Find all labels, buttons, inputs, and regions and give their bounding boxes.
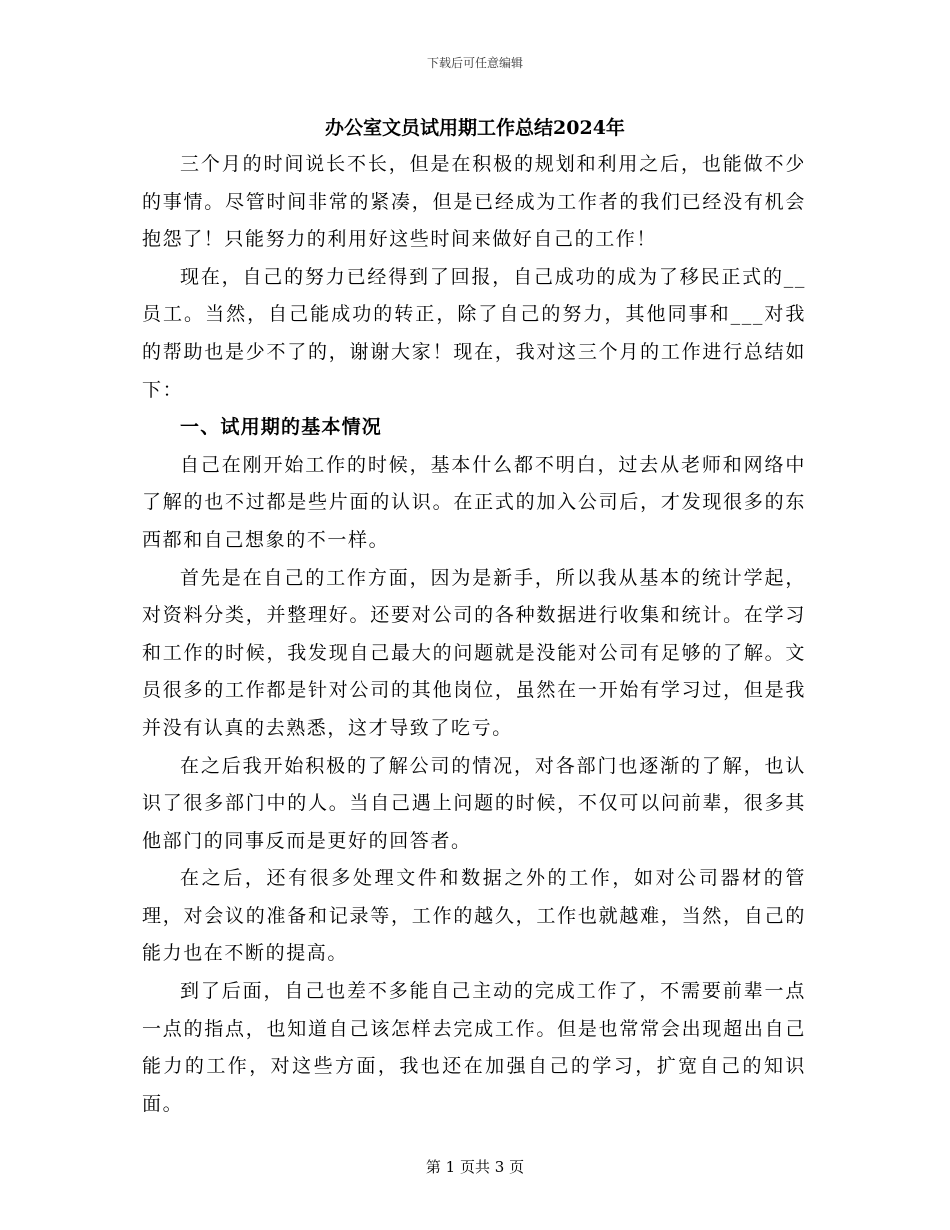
document-title: 办公室文员试用期工作总结2024年 [325,117,625,139]
header-note: 下载后可任意编辑 [426,56,523,70]
paragraph-start: 自己在刚开始工作的时候，基本什么都不明白，过去从老师和网络中了解的也不过都是些片面的认识。在正式的加入公司后，才发现很多的东西都和自己想象的不一样。 [142,453,806,551]
paragraph-intro: 三个月的时间说长不长，但是在积极的规划和利用之后，也能做不少的事情。尽管时间非常的紧凑，但是已经成为工作者的我们已经没有机会抱怨了！只能努力的利用好这些时间来做好自己的工作！ [142,153,806,251]
paragraph-first: 首先是在自己的工作方面，因为是新手，所以我从基本的统计学起，对资料分类，并整理好。还要对公司的各种数据进行收集和统计。在学习和工作的时候，我发现自己最大的问题就是没能对公司有足够的了解。文员很多的工作都是针对公司的其他岗位，虽然在一开始有学习过，但是我并没有认真的去熟悉，这才导致了吃亏。 [142,566,806,739]
paragraph-thanks: 现在，自己的努力已经得到了回报，自己成功的成为了移民正式的__员工。当然，自己能成功的转正，除了自己的努力，其他同事和___对我的帮助也是少不了的，谢谢大家！现在，我对这三个月的工作进行总结如下： [142,265,806,401]
section-heading: 一、试用期的基本情况 [180,416,383,439]
paragraph-other-work: 在之后，还有很多处理文件和数据之外的工作，如对公司器材的管理，对会议的准备和记录等，工作的越久，工作也就越难，当然，自己的能力也在不断的提高。 [142,867,806,965]
page-number: 第 1 页共 3 页 [425,1158,525,1176]
paragraph-later: 到了后面，自己也差不多能自己主动的完成工作了，不需要前辈一点一点的指点，也知道自己该怎样去完成工作。但是也常常会出现超出自己能力的工作，对这些方面，我也还在加强自己的学习，扩宽自己的知识面。 [142,980,806,1115]
paragraph-departments: 在之后我开始积极的了解公司的情况，对各部门也逐渐的了解，也认识了很多部门中的人。当自己遇上问题的时候，不仅可以问前辈，很多其他部门的同事反而是更好的回答者。 [142,754,806,852]
document-body [142,146,806,1123]
